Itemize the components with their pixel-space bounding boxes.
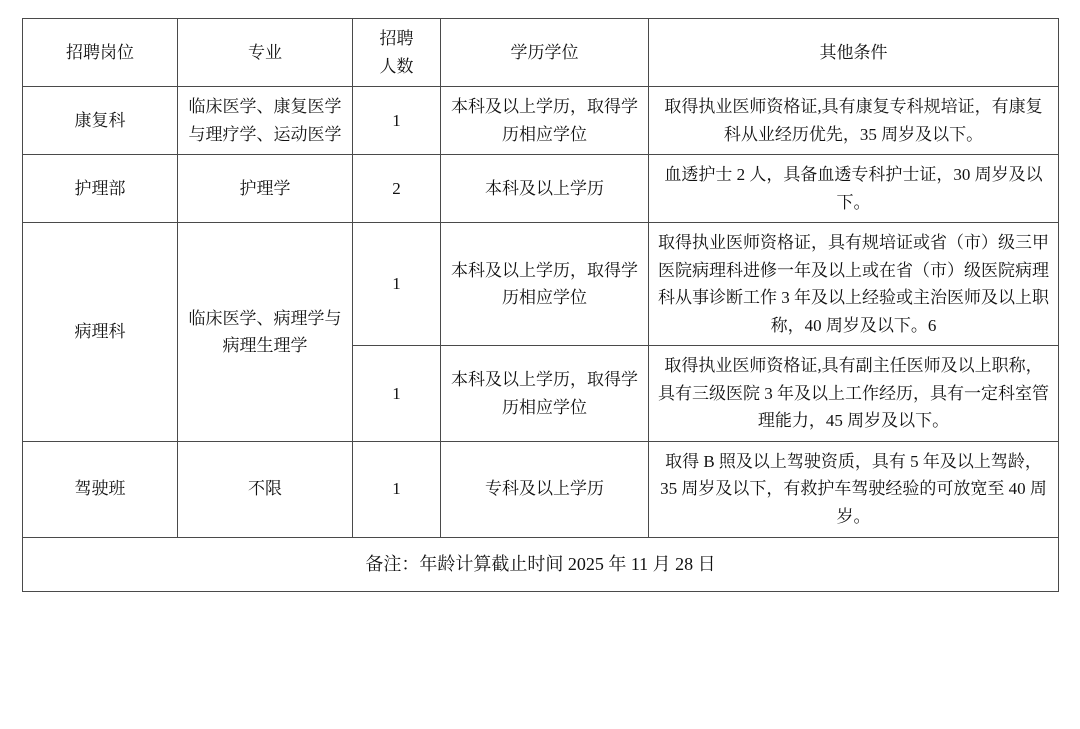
cell-education: 专科及以上学历 — [441, 441, 649, 537]
column-header-count-line1: 招聘 — [379, 29, 414, 48]
cell-other: 血透护士 2 人，具备血透专科护士证，30 周岁及以下。 — [649, 155, 1059, 223]
cell-count: 1 — [353, 223, 441, 346]
cell-post: 康复科 — [23, 87, 178, 155]
cell-major: 不限 — [178, 441, 353, 537]
cell-other: 取得执业医师资格证,具有副主任医师及以上职称，具有三级医院 3 年及以上工作经历，具有一定科室管理能力，45 周岁及以下。 — [649, 346, 1059, 442]
column-header-major: 专业 — [178, 19, 353, 87]
table-header-row — [23, 19, 1059, 87]
cell-other: 取得执业医师资格证,具有康复专科规培证，有康复科从业经历优先，35 周岁及以下。 — [649, 87, 1059, 155]
cell-education: 本科及以上学历，取得学历相应学位 — [441, 223, 649, 346]
cell-other: 取得 B 照及以上驾驶资质，具有 5 年及以上驾龄，35 周岁及以下，有救护车驾驶经验的可放宽至 40 周岁。 — [649, 441, 1059, 537]
table-note-row — [23, 537, 1059, 591]
cell-count: 1 — [353, 441, 441, 537]
table-row — [23, 441, 1059, 537]
column-header-other: 其他条件 — [649, 19, 1059, 87]
cell-other: 取得执业医师资格证，具有规培证或省（市）级三甲医院病理科进修一年及以上或在省（市）级医院病理科从事诊断工作 3 年及以上经验或主治医师及以上职称，40 周岁及以下。6 — [649, 223, 1059, 346]
cell-education: 本科及以上学历，取得学历相应学位 — [441, 346, 649, 442]
cell-post: 病理科 — [23, 223, 178, 442]
table-header — [23, 19, 1059, 87]
cell-post: 护理部 — [23, 155, 178, 223]
cell-count: 2 — [353, 155, 441, 223]
cell-post: 驾驶班 — [23, 441, 178, 537]
recruitment-table — [22, 18, 1059, 592]
table-note: 备注：年龄计算截止时间 2025 年 11 月 28 日 — [23, 537, 1059, 591]
column-header-count-line2: 人数 — [379, 56, 414, 76]
column-header-count — [353, 19, 441, 87]
column-header-post: 招聘岗位 — [23, 19, 178, 87]
cell-count: 1 — [353, 346, 441, 442]
table-body — [23, 87, 1059, 592]
column-header-education: 学历学位 — [441, 19, 649, 87]
cell-education: 本科及以上学历，取得学历相应学位 — [441, 87, 649, 155]
cell-major: 护理学 — [178, 155, 353, 223]
table-row — [23, 87, 1059, 155]
table-row — [23, 155, 1059, 223]
cell-major: 临床医学、病理学与病理生理学 — [178, 223, 353, 442]
cell-education: 本科及以上学历 — [441, 155, 649, 223]
table-row — [23, 223, 1059, 346]
cell-count: 1 — [353, 87, 441, 155]
cell-major: 临床医学、康复医学与理疗学、运动医学 — [178, 87, 353, 155]
